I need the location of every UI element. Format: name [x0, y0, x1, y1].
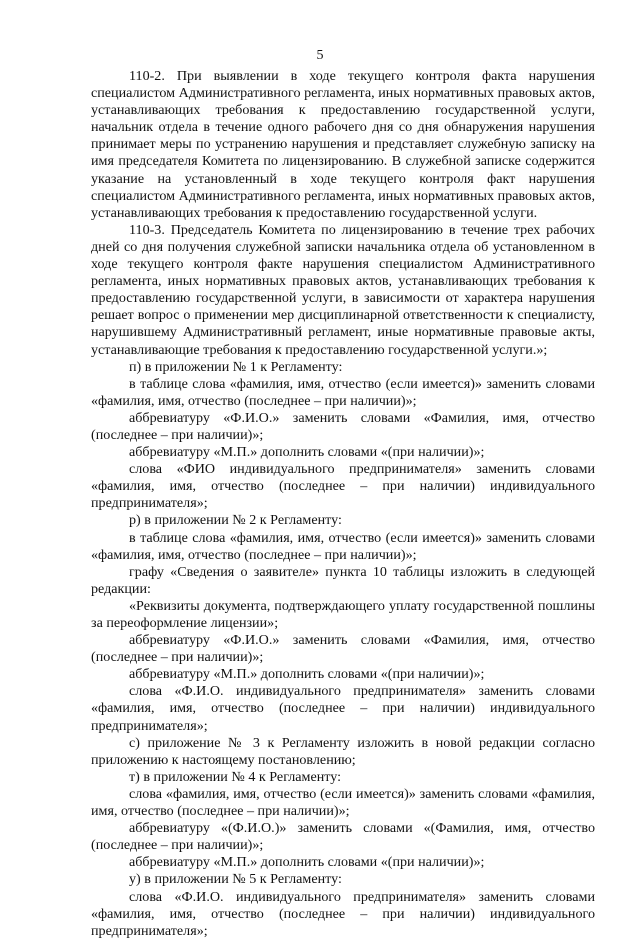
list-item-r: р) в приложении № 2 к Регламенту:	[129, 512, 342, 529]
paragraph: аббревиатуру «Ф.И.О.» заменить словами «Фамилия, имя, отчество (последнее – при наличии)»;	[91, 632, 595, 666]
paragraph: слова «Ф.И.О. индивидуального предпринимателя» заменить словами «фамилия, имя, отчество (последнее – при наличии) индивидуального предпринимателя»;	[91, 683, 595, 734]
paragraph: слова «ФИО индивидуального предпринимателя» заменить словами «фамилия, имя, отчество (последнее – при наличии) индивидуального предпринимателя»;	[91, 461, 595, 512]
list-item-s: с) приложение № 3 к Регламенту изложить в новой редакции согласно приложению к настоящему постановлению;	[91, 734, 595, 768]
list-item-p: п) в приложении № 1 к Регламенту:	[129, 358, 343, 375]
paragraph: аббревиатуру «Ф.И.О.» заменить словами «Фамилия, имя, отчество (последнее – при наличии)»;	[91, 409, 595, 443]
list-item-t: т) в приложении № 4 к Регламенту:	[129, 768, 342, 785]
paragraph-110-3: 110-3. Председатель Комитета по лицензированию в течение трех рабочих дней со дня получения служебной записки начальника отдела об установленном в ходе текущего контроля факте нарушения специалистом Административного регламента, иных нормативных правовых актов, устанавливающих требования к предоставлению государственной услуги, в зависимости от характера нарушения решает вопрос о применении мер дисциплинарной ответственности к специалисту, нарушившему Административный регламент, иные нормативные правовые акты, устанавливающие требования к предоставлению государственной услуги.»;	[91, 221, 595, 358]
paragraph: аббревиатуру «М.П.» дополнить словами «(при наличии)»;	[129, 854, 485, 871]
list-item-u: у) в приложении № 5 к Регламенту:	[129, 871, 342, 888]
page-number: 5	[316, 48, 324, 63]
paragraph: в таблице слова «фамилия, имя, отчество (если имеется)» заменить словами «фамилия, имя, отчество (последнее – при наличии)»;	[91, 375, 595, 409]
paragraph: в таблице слова «фамилия, имя, отчество (если имеется)» заменить словами «фамилия, имя, отчество (последнее – при наличии)»;	[91, 529, 595, 563]
paragraph: аббревиатуру «(Ф.И.О.)» заменить словами «(Фамилия, имя, отчество (последнее – при наличии)»;	[91, 820, 595, 854]
document-body	[91, 68, 595, 940]
paragraph-110-2: 110-2. При выявлении в ходе текущего контроля факта нарушения специалистом Административного регламента, иных нормативных правовых актов, устанавливающих требования к предоставлению государственной услуги, начальник отдела в течение одного рабочего дня со дня обнаружения нарушения принимает меры по устранению нарушения и представляет служебную записку на имя председателя Комитета по лицензированию. В служебной записке содержится указание на установленный в ходе текущего контроля факт нарушения специалистом Административного регламента, иных нормативных правовых актов, устанавливающих требования к предоставлению государственной услуги.	[91, 68, 595, 221]
paragraph: «Реквизиты документа, подтверждающего уплату государственной пошлины за переоформление лицензии»;	[91, 597, 595, 631]
paragraph: слова «фамилия, имя, отчество (если имеется)» заменить словами «фамилия, имя, отчество (последнее – при наличии)»;	[91, 785, 595, 820]
paragraph: аббревиатуру «М.П.» дополнить словами «(при наличии)»;	[129, 444, 485, 461]
paragraph: аббревиатуру «М.П.» дополнить словами «(при наличии)»;	[129, 666, 485, 683]
paragraph: графу «Сведения о заявителе» пункта 10 таблицы изложить в следующей редакции:	[91, 563, 595, 597]
paragraph: слова «Ф.И.О. индивидуального предпринимателя» заменить словами «фамилия, имя, отчество (последнее – при наличии) индивидуального предпринимателя»;	[91, 888, 595, 939]
